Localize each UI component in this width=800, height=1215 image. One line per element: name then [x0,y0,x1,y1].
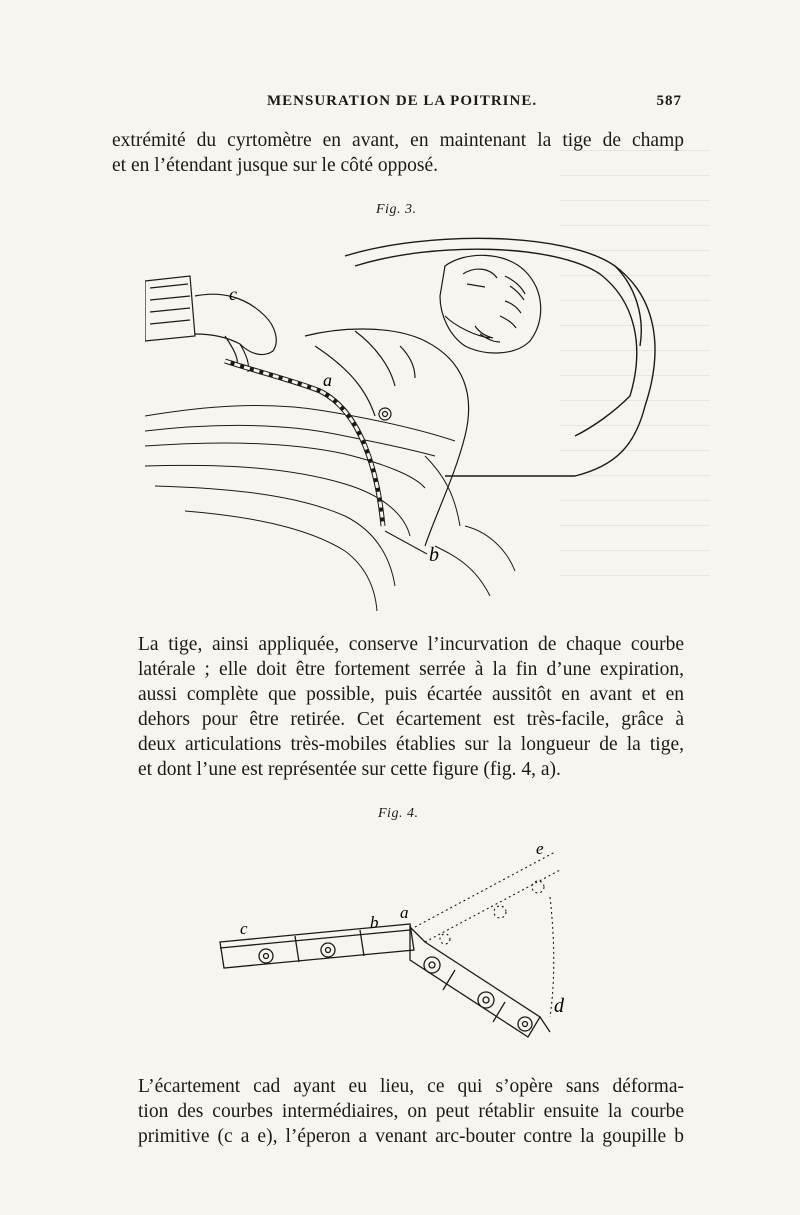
text-line: latérale ; elle doit être fortement serrée à la fin d’une expiration, [138,659,684,680]
figure-4-label-a: a [400,903,409,922]
figure-3-illustration [145,226,665,616]
sheet-drapery [145,406,515,611]
figure-4-label-d: d [554,995,564,1017]
running-title: MENSURATION DE LA POITRINE. [267,93,538,109]
figure-4-caption: Fig. 4. [378,806,419,821]
figure-4-illustration [210,832,590,1062]
figure-3-label-c: c [229,284,237,304]
straight-segments [220,924,414,968]
hand-and-sleeve [145,276,276,372]
text-line: et en l’étendant jusque sur le côté opposé. [112,155,438,176]
paragraph-middle [112,632,684,782]
figure-4-label-e: e [536,839,544,858]
paragraph-bottom [112,1074,684,1149]
page-number: 587 [656,93,682,109]
pillow [345,238,655,476]
figure-3-label-a: a [323,370,332,390]
hinged-segments [410,927,550,1037]
text-line: et dont l’une est représentée sur cette figure (fig. 4, a). [138,759,561,780]
text-line: La tige, ainsi appliquée, conserve l’incurvation de chaque courbe [138,634,684,655]
text-line: tion des courbes intermédiaires, on peut rétablir ensuite la courbe [138,1101,684,1122]
text-line: primitive (c a e), l’éperon a venant arc-bouter contre la goupille b [138,1126,684,1147]
head [440,255,541,353]
text-line: deux articulations très-mobiles établies sur la longueur de la tige, [138,734,684,755]
figure-3-caption: Fig. 3. [376,202,417,217]
text-line: dehors pour être retirée. Cet écartement est très-facile, grâce à [138,709,684,730]
figure-4-label-b: b [370,913,379,932]
text-line: L’écartement cad ayant eu lieu, ce qui s’opère sans déforma- [138,1076,684,1097]
figure-3-label-b: b [429,544,439,566]
paragraph-top [112,128,684,178]
text-line: extrémité du cyrtomètre en avant, en maintenant la tige de champ [112,130,684,151]
figure-4-label-c: c [240,919,248,938]
text-line: aussi complète que possible, puis écartée aussitôt en avant et en [138,684,684,705]
